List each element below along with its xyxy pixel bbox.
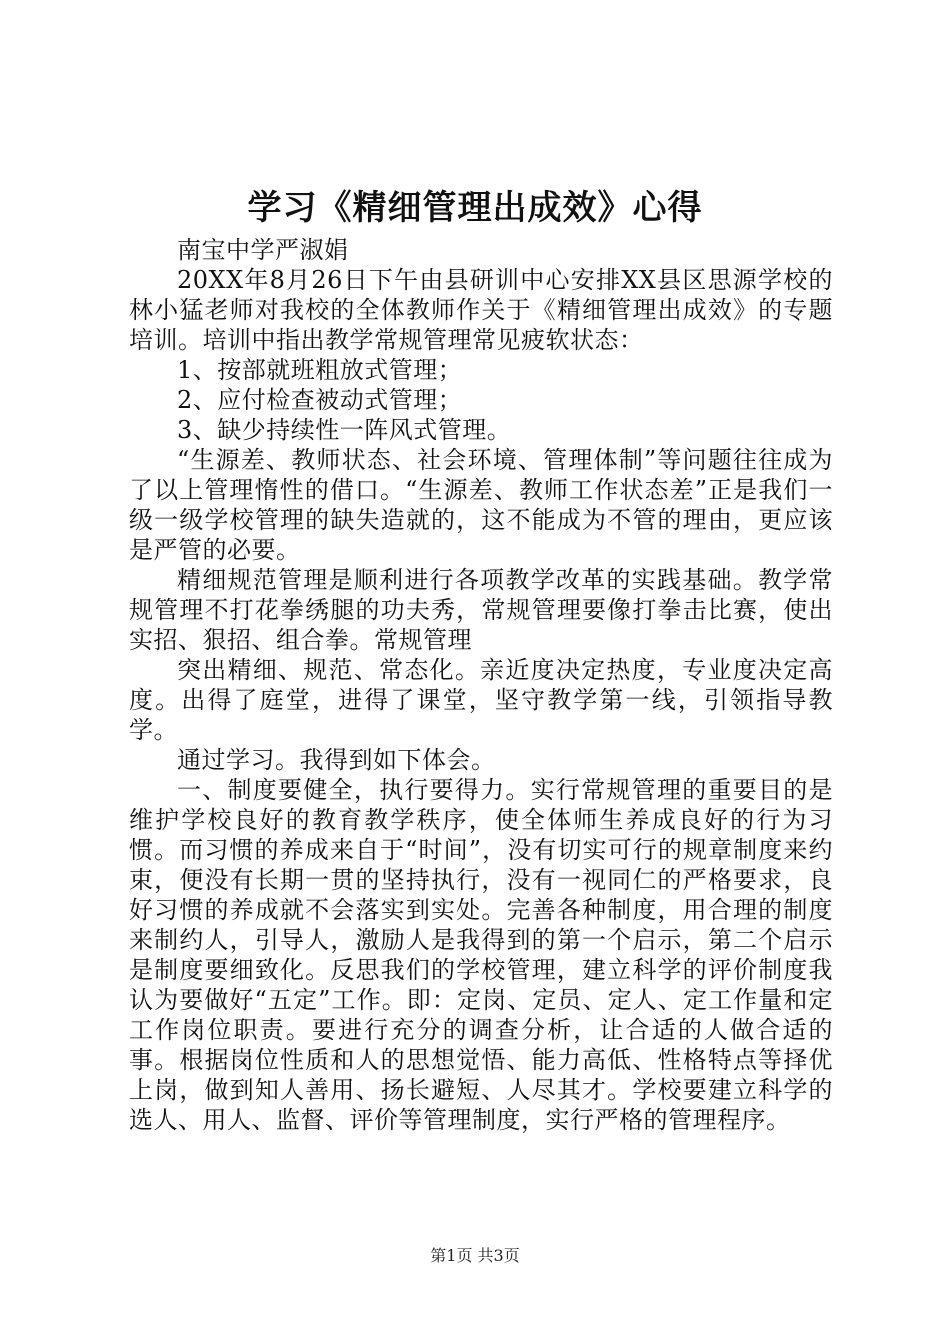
paragraph: 精细规范管理是顺利进行各项教学改革的实践基础。教学常规管理不打花拳绣腿的功夫秀，常规管理要像打拳击比赛，使出实招、狠招、组合拳。常规管理 xyxy=(129,566,833,654)
author-line: 南宝中学严淑娟 xyxy=(177,236,349,264)
list-item: 3、缺少持续性一阵风式管理。 xyxy=(177,416,512,444)
paragraph: 一、制度要健全，执行要得力。实行常规管理的重要目的是维护学校良好的教育教学秩序，使全体师生养成良好的行为习惯。而习惯的养成来自于“时间”，没有切实可行的规章制度来约束，便没有长期一贯的坚持执行，没有一视同仁的严格要求，良好习惯的养成就不会落实到实处。完善各种制度，用合理的制度来制约人，引导人，激励人是我得到的第一个启示，第二个启示是制度要细致化。反思我们的学校管理，建立科学的评价制度我认为要做好“五定”工作。即：定岗、定员、定人、定工作量和定工作岗位职责。要进行充分的调查分析，让合适的人做合适的事。根据岗位性质和人的思想觉悟、能力高低、性格特点等择优上岗，做到知人善用、扬长避短、人尽其才。学校要建立科学的选人、用人、监督、评价等管理制度，实行严格的管理程序。 xyxy=(129,776,833,1134)
paragraph: 突出精细、规范、常态化。亲近度决定热度，专业度决定高度。出得了庭堂，进得了课堂，坚守教学第一线，引领指导教学。 xyxy=(129,656,833,744)
paragraph: 通过学习。我得到如下体会。 xyxy=(177,746,496,774)
document-body xyxy=(129,235,833,1135)
page-number: 第1页 共3页 xyxy=(430,1246,520,1265)
paragraph: “生源差、教师状态、社会环境、管理体制”等问题往往成为了以上管理惰性的借口。“生源差、教师工作状态差”正是我们一级一级学校管理的缺失造就的，这不能成为不管的理由，更应该是严管的必要。 xyxy=(129,446,833,564)
paragraph: 20XX年8月26日下午由县研训中心安排XX县区思源学校的林小猛老师对我校的全体教师作关于《精细管理出成效》的专题培训。培训中指出教学常规管理常见疲软状态： xyxy=(129,266,833,354)
document-title: 学习《精细管理出成效》心得 xyxy=(247,188,703,228)
list-item: 1、按部就班粗放式管理； xyxy=(177,356,463,384)
list-item: 2、应付检查被动式管理； xyxy=(177,386,463,414)
